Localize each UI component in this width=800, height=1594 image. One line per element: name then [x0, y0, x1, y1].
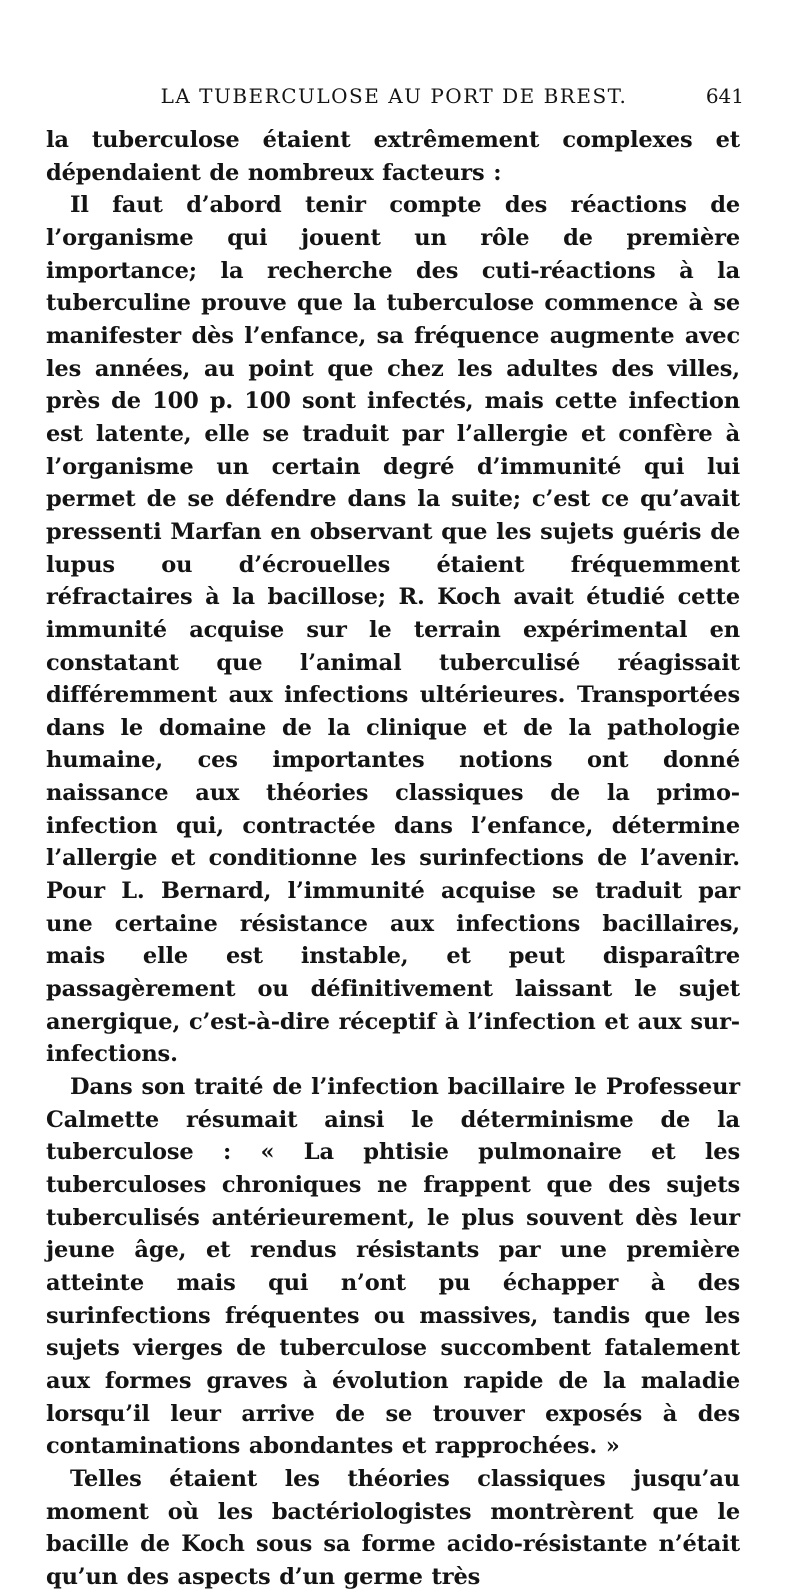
page-number: 641	[705, 84, 744, 108]
paragraph-calmette-quote: Dans son traité de l’infection bacillaire le Professeur Calmette résumait ainsi le déterminisme de la tuberculose : « La phtisie pulmonaire et les tuberculoses chroniques ne frappent que des sujets tuberculisés antérieurement, le plus souvent dès leur jeune âge, et rendus résistants par une première atteinte mais qui n’ont pu échapper à des surinfections fréquentes ou massives, tandis que les sujets vierges de tuberculose succombent fatalement aux formes graves à évolution rapide de la maladie lorsqu’il leur arrive de se trouver exposés à des contaminations abondantes et rapprochées. »	[46, 1074, 740, 1460]
paragraph-classical-theories: Telles étaient les théories classiques jusqu’au moment où les bactériologistes montrèrent que le bacille de Koch sous sa forme acido-résistante n’était qu’un des aspects d’un germe très	[46, 1465, 740, 1590]
paragraph-continuation: la tuberculose étaient extrêmement complexes et dépendaient de nombreux facteurs :	[46, 127, 740, 186]
paragraph-organism-reactions: Il faut d’abord tenir compte des réactions de l’organisme qui jouent un rôle de première importance; la recherche des cuti-réactions à la tuberculine prouve que la tuberculose commence à se manifester dès l’enfance, sa fréquence augmente avec les années, au point que chez les adultes des villes, près de 100 p. 100 sont infectés, mais cette infection est latente, elle se traduit par l’allergie et confère à l’organisme un certain degré d’immunité qui lui permet de se défendre dans la suite; c’est ce qu’avait pressenti Marfan en observant que les sujets guéris de lupus ou d’écrouelles étaient fréquemment réfractaires à la bacillose; R. Koch avait étudié cette immunité acquise sur le terrain expérimental en constatant que l’animal tuberculisé réagissait différemment aux infections ultérieures. Transportées dans le domaine de la clinique et de la pathologie humaine, ces importantes notions ont donné naissance aux théories classiques de la primo-infection qui, contractée dans l’enfance, détermine l’allergie et conditionne les surinfections de l’avenir. Pour L. Bernard, l’immunité acquise se traduit par une certaine résistance aux infections bacillaires, mais elle est instable, et peut disparaître passagèrement ou définitivement laissant le sujet anergique, c’est-à-dire réceptif à l’infection et aux sur-infections.	[46, 192, 740, 1068]
body-text	[46, 124, 740, 1594]
running-title: LA TUBERCULOSE AU PORT DE BREST.	[160, 84, 628, 108]
running-head	[44, 84, 744, 114]
